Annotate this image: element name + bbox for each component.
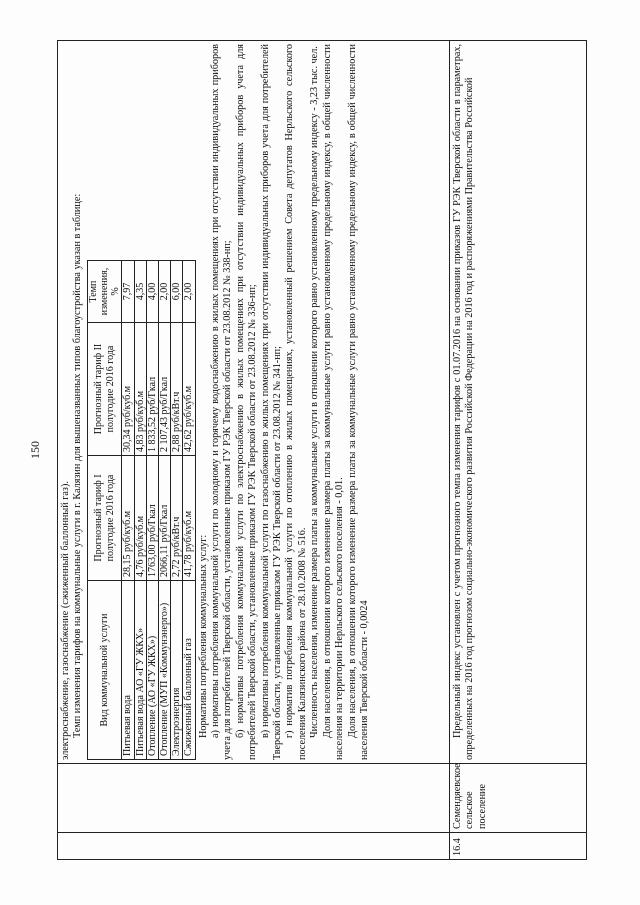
population-paragraph: Численность населения, изменение размера платы за коммунальные услуги в отношении которого равно установленному предельному индексу - 3,23 тыс. чел. — [309, 46, 321, 738]
rate-value: 4,35 — [134, 261, 146, 323]
rate-value: 2,00 — [159, 261, 171, 323]
settlement-name-cell: Семендяевское сельское поселение — [450, 764, 587, 833]
tariff-row — [122, 261, 134, 760]
row-content-cell — [450, 41, 587, 764]
tariff-h1: 28,15 руб/куб.м — [122, 456, 134, 581]
header-tariff-h1: Прогнозный тариф I полугодие 2016 года — [87, 456, 122, 581]
tariff-row — [171, 261, 183, 760]
tariff-row — [146, 261, 158, 760]
rate-value: 4,00 — [146, 261, 158, 323]
row-number-cell: 16.4 — [450, 833, 587, 860]
tariff-h2: 1 833,52 руб/Гкал — [146, 323, 158, 456]
rate-value: 7,97 — [122, 261, 134, 323]
service-name: Питьевая вода — [122, 581, 134, 760]
row-name-cell — [58, 764, 450, 833]
tariff-row — [183, 261, 195, 760]
tariff-row — [134, 261, 146, 760]
header-tariff-h2: Прогнозный тариф II полугодие 2016 года — [87, 323, 122, 456]
service-name: Отопление (МУП «Коммунэнерго») — [159, 581, 171, 760]
table-row — [450, 41, 587, 860]
norm-a: а) нормативы потребления коммунальной услуги по холодному и горячему водоснабжению в жилых помещениях при отсутствии индивидуальных приборов учета для потребителей Тверской области, установленные приказом ГУ РЭК Тверской области от 23.08.2012 № 338-нп; — [210, 44, 234, 760]
tariff-h1: 1763,00 руб/Гкал — [146, 456, 158, 581]
tariff-h1: 41,78 руб/куб.м — [183, 456, 195, 581]
table-row — [58, 41, 450, 860]
service-name: Отопление (АО «ГУ ЖКХ») — [146, 581, 158, 760]
norm-v: в) нормативы потребления коммунальной услуги по газоснабжению в жилых помещениях при отсутствии индивидуальных приборов учета для потребителей Тверской области, установленные приказом ГУ РЭК Тверской области от 23.08.2012 № 341-нп; — [259, 44, 284, 760]
tariff-h2: 2,88 руб/кВт.ч — [171, 323, 183, 456]
tariff-row — [159, 261, 171, 760]
tariff-table — [87, 260, 196, 760]
tariff-h1: 4,76 руб/куб.м — [134, 456, 146, 581]
share-settlement-paragraph: Доля населения, в отношении которого изменение размера платы за коммунальные услуги равно установленному предельному индексу, в общей численности населения на территории Нерльского сельского поселения - 0,01. — [321, 44, 346, 760]
tariff-h2: 4,83 руб/куб.м — [134, 323, 146, 456]
intro-paragraph: Темп изменения тарифов на коммунальные услуги в г. Калязин для вышеназванных типов благоустройства указан в таблице: — [72, 193, 84, 738]
share-region-paragraph: Доля населения, в отношении которого изменение размера платы за коммунальные услуги равно установленному предельному индексу, в общей численности населения Тверской области - 0,0024 — [346, 44, 370, 760]
page-number: 150 — [28, 441, 42, 459]
service-name: Питьевая вода АО «ГУ ЖКХ» — [134, 581, 146, 760]
norm-g: г) норматив потребления коммунальной услуги по отоплению в жилых помещениях, установленный решением Совета депутатов Нерльского сельского поселения Калязинского района от 28.10.2008 № 516. — [284, 44, 308, 760]
service-name: Электроэнергия — [171, 581, 183, 760]
row-content-cell — [58, 41, 450, 764]
outer-table — [57, 40, 587, 860]
tariff-h2: 2 107,43 руб/Гкал — [159, 323, 171, 456]
tariff-h2: 42,62 руб/куб.м — [183, 323, 195, 456]
tariff-header-row — [87, 261, 122, 760]
service-name: Сжиженный баллонный газ — [183, 581, 195, 760]
rotated-sheet — [28, 40, 587, 860]
row-number-cell — [58, 833, 450, 860]
header-service: Вид коммунальной услуги — [87, 581, 122, 760]
norm-b: б) нормативы потребления коммунальной услуги по электроснабжению в жилых помещениях при отсутствии индивидуальных приборов учета для потребителей Тверской области, установленные приказом ГУ РЭК Тверской области от 23.08.2012 № 336-нп; — [234, 44, 259, 760]
intro-line: электроснабжение, газоснабжение (сжиженный баллонный газ). — [60, 481, 71, 760]
header-rate: Темп изменения, % — [87, 261, 122, 323]
rate-value: 6,00 — [171, 261, 183, 323]
tariff-h1: 2066,11 руб/Гкал — [159, 456, 171, 581]
limit-index-paragraph: Предельный индекс установлен с учетом прогнозного темпа изменения тарифов с 01.07.2016 на основании приказов ГУ РЭК Тверской области в параметрах, определенных на 2016 год прогнозом социально-экономического развития Российской Федерации на 2016 год и распоряжениями Правительства Российской — [452, 44, 476, 760]
tariff-h2: 30,34 руб/куб.м — [122, 323, 134, 456]
rate-value: 2,00 — [183, 261, 195, 323]
norms-title: Нормативы потребления коммунальных услуг: — [197, 534, 209, 738]
tariff-h1: 2,72 руб/кВт.ч — [171, 456, 183, 581]
